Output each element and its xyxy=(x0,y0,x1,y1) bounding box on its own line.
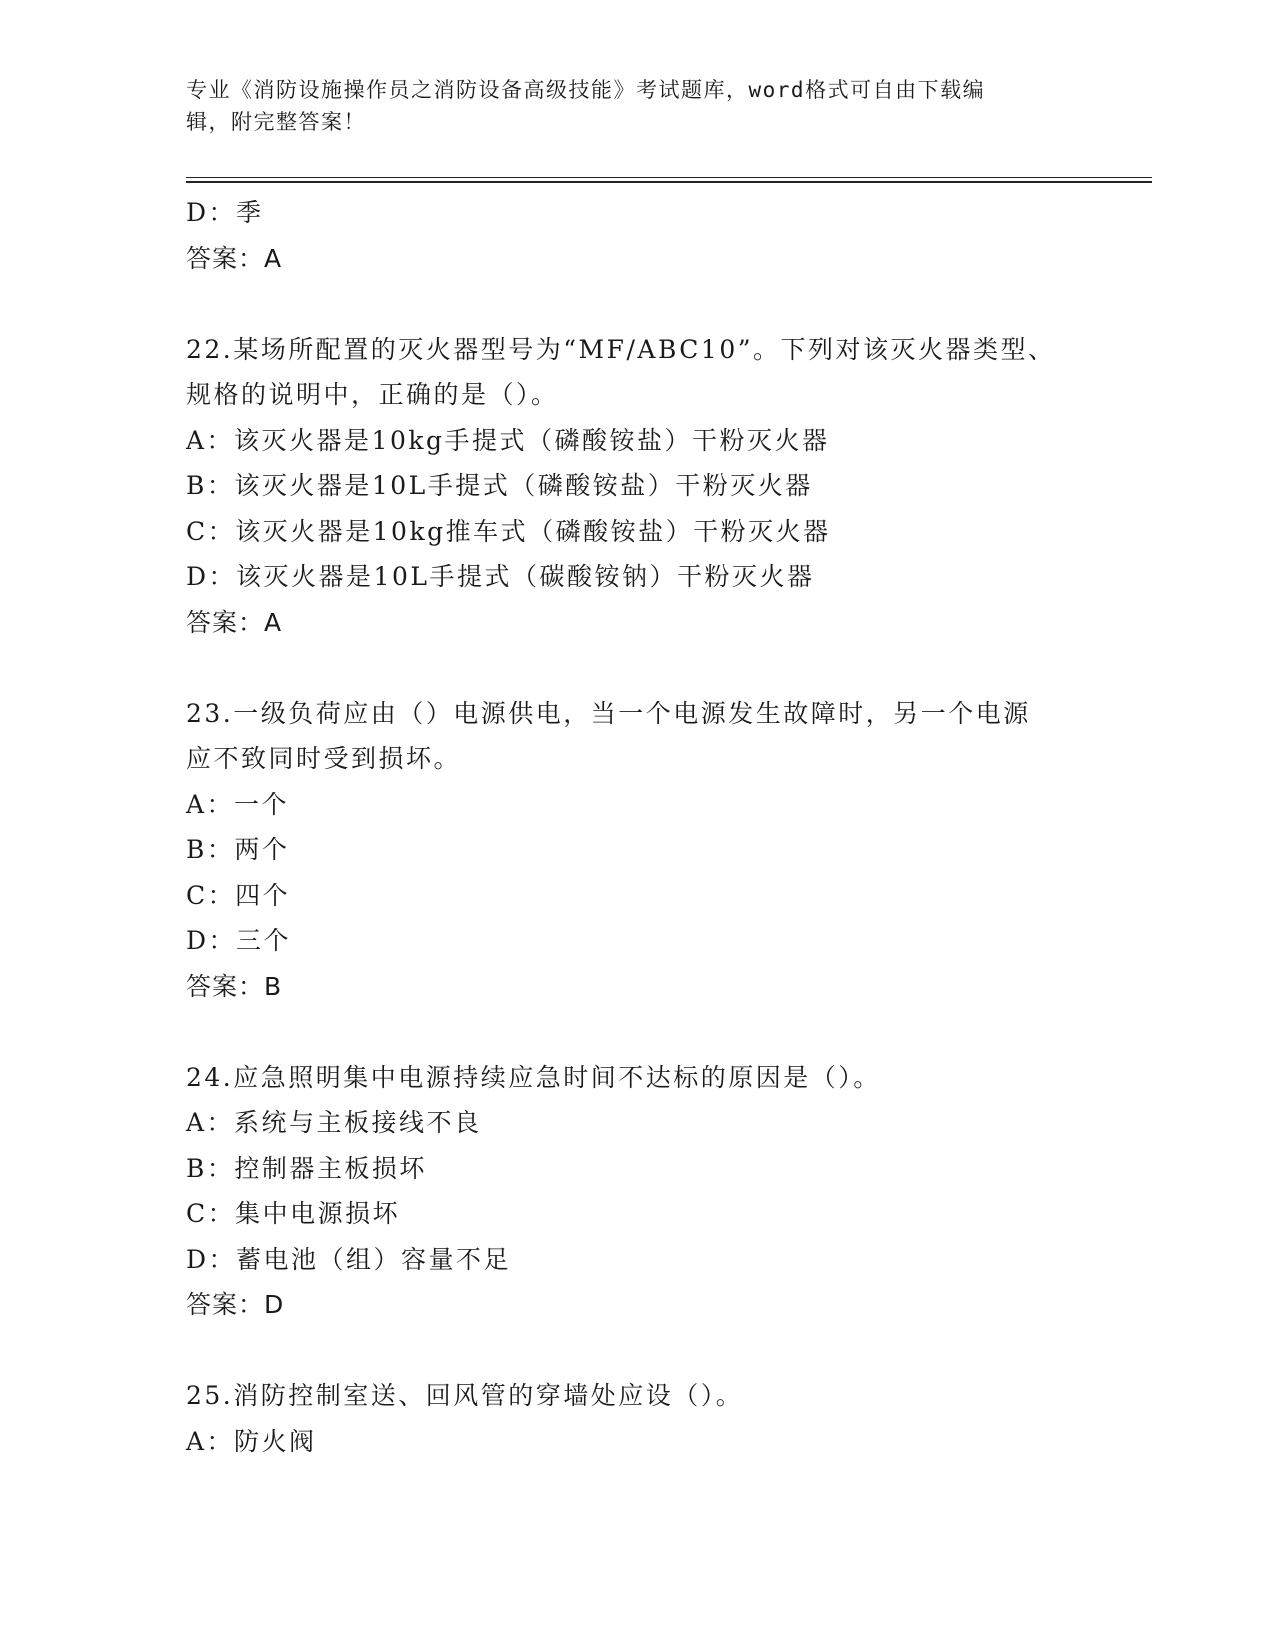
option-c: C：四个 xyxy=(186,880,291,910)
question-stem: 应不致同时受到损坏。 xyxy=(186,744,462,773)
answer-line: 答案：A xyxy=(186,607,283,637)
option-a: A：一个 xyxy=(186,789,290,819)
spacer xyxy=(186,645,1086,691)
answer-line: 答案：A xyxy=(186,243,283,273)
header-line-1: 专业《消防设施操作员之消防设备高级技能》考试题库，word格式可自由下载编 xyxy=(186,78,986,102)
option-a: A：该灭火器是10kg手提式（磷酸铵盐）干粉灭火器 xyxy=(186,425,830,455)
question-23 xyxy=(186,691,1086,1010)
option-c: C：该灭火器是10kg推车式（磷酸铵盐）干粉灭火器 xyxy=(186,516,831,546)
question-stem: 25.消防控制室送、回风管的穿墙处应设（）。 xyxy=(186,1381,744,1410)
spacer xyxy=(186,281,1086,327)
spacer xyxy=(186,1328,1086,1374)
answer-line: 答案：B xyxy=(186,971,283,1001)
document-header xyxy=(186,74,1066,138)
question-content xyxy=(186,190,1086,1464)
option-b: B：控制器主板损坏 xyxy=(186,1153,427,1183)
option-d: D：蓄电池（组）容量不足 xyxy=(186,1244,512,1274)
question-22 xyxy=(186,327,1086,646)
question-stem: 24.应急照明集中电源持续应急时间不达标的原因是（）。 xyxy=(186,1062,881,1092)
question-stem: 22.某场所配置的灭火器型号为“MF/ABC10”。下列对该灭火器类型、 xyxy=(186,334,1056,364)
option-a: A：防火阀 xyxy=(186,1426,317,1456)
header-line-2: 辑，附完整答案！ xyxy=(186,110,366,134)
option-c: C：集中电源损坏 xyxy=(186,1199,401,1228)
previous-question-tail xyxy=(186,190,1086,281)
header-divider-thin xyxy=(186,177,1152,178)
question-stem: 规格的说明中，正确的是（）。 xyxy=(186,380,559,409)
question-stem: 23.一级负荷应由（）电源供电，当一个电源发生故障时，另一个电源 xyxy=(186,698,1031,728)
question-25 xyxy=(186,1373,1086,1464)
option-d: D：该灭火器是10L手提式（碳酸铵钠）干粉灭火器 xyxy=(186,562,815,591)
option-b: B：该灭火器是10L手提式（磷酸铵盐）干粉灭火器 xyxy=(186,471,813,500)
question-24 xyxy=(186,1055,1086,1328)
option-b: B：两个 xyxy=(186,835,290,864)
spacer xyxy=(186,1009,1086,1055)
option-a: A：系统与主板接线不良 xyxy=(186,1108,482,1137)
option-d: D：季 xyxy=(186,198,264,227)
option-d: D：三个 xyxy=(186,926,292,955)
header-divider-thick xyxy=(186,181,1152,183)
answer-line: 答案：D xyxy=(186,1290,285,1319)
